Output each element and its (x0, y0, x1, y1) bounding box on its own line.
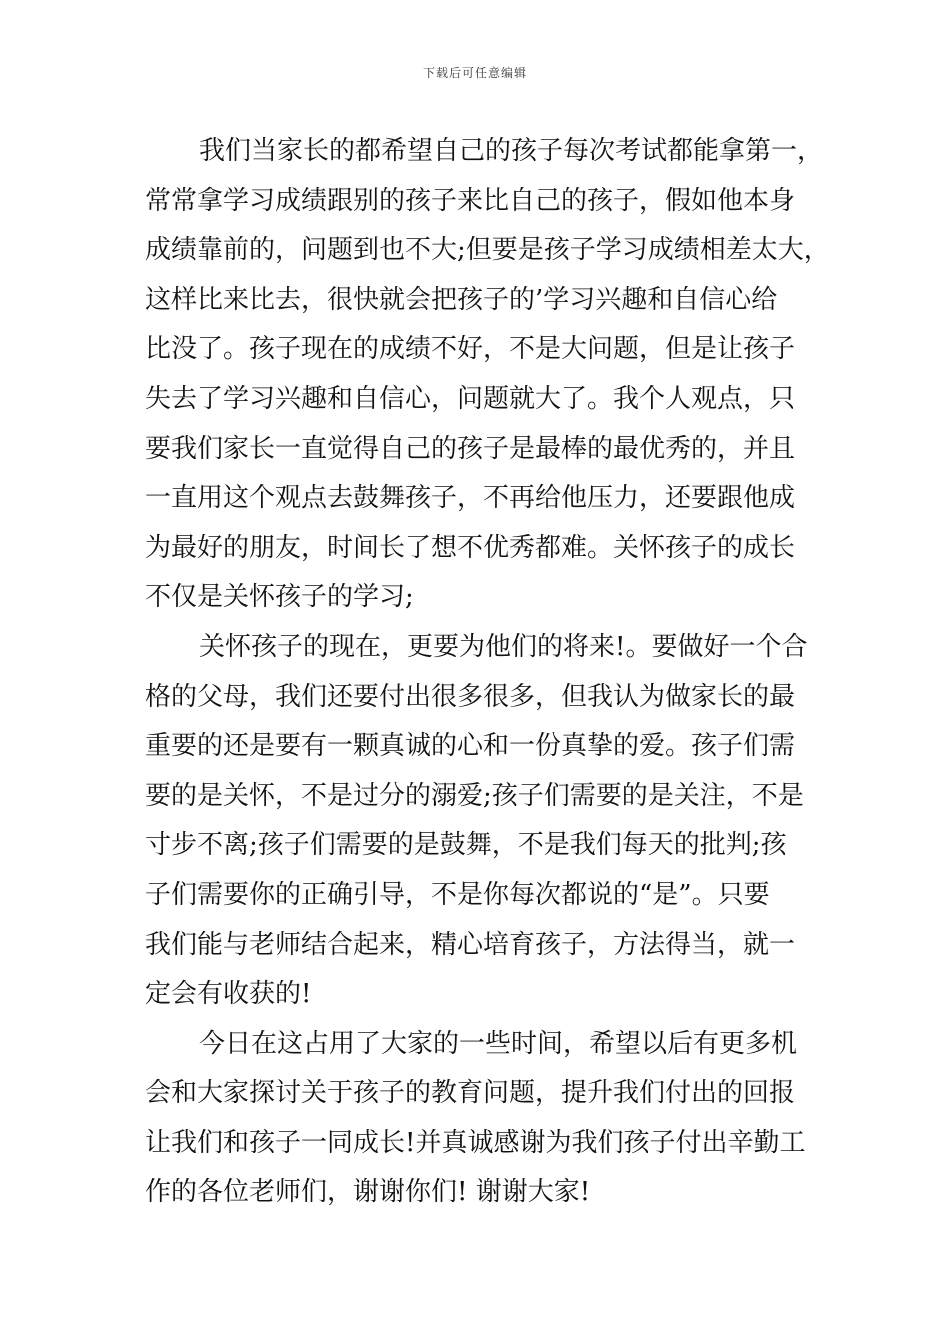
paragraph-line: 比没了。孩子现在的成绩不好，不是大问题，但是让孩子 (145, 334, 796, 365)
paragraph-line: 会和大家探讨关于孩子的教育问题，提升我们付出的回报 (145, 1078, 796, 1109)
page-header: 下载后可任意编辑 (422, 66, 527, 80)
paragraph-line: 今日在这占用了大家的一些时间，希望以后有更多机 (199, 1028, 798, 1059)
paragraph-line: 成绩靠前的，问题到也不大;但要是孩子学习成绩相差太大， (145, 235, 830, 266)
paragraph-3 (145, 1020, 825, 1218)
paragraph-2 (145, 623, 825, 1020)
paragraph-line: 一直用这个观点去鼓舞孩子，不再给他压力，还要跟他成 (145, 483, 796, 514)
paragraph-line: 失去了学习兴趣和自信心，问题就大了。我个人观点，只 (145, 383, 796, 414)
paragraph-line: 子们需要你的正确引导，不是你每次都说的“是”。只要 (145, 879, 770, 910)
paragraph-line: 为最好的朋友，时间长了想不优秀都难。关怀孩子的成长 (145, 532, 796, 563)
paragraph-line: 我们当家长的都希望自己的孩子每次考试都能拿第一， (199, 136, 824, 166)
paragraph-line: 重要的还是要有一颗真诚的心和一份真挚的爱。孩子们需 (145, 731, 796, 762)
paragraph-line: 常常拿学习成绩跟别的孩子来比自己的孩子，假如他本身 (145, 185, 796, 216)
paragraph-line: 格的父母，我们还要付出很多很多，但我认为做家长的最 (145, 681, 796, 712)
paragraph-line: 让我们和孩子一同成长!并真诚感谢为我们孩子付出辛勤工 (145, 1127, 806, 1158)
document-body (145, 127, 830, 1218)
paragraph-line: 定会有收获的! (145, 979, 312, 1010)
paragraph-line: 要我们家长一直觉得自己的孩子是最棒的最优秀的，并且 (145, 433, 796, 464)
paragraph-line: 我们能与老师结合起来，精心培育孩子，方法得当，就一 (145, 929, 796, 960)
paragraph-line: 作的各位老师们，谢谢你们! 谢谢大家! (145, 1177, 591, 1208)
paragraph-line: 关怀孩子的现在，更要为他们的将来!。要做好一个合 (199, 631, 808, 662)
paragraph-1 (145, 127, 830, 623)
paragraph-line: 要的是关怀，不是过分的溺爱;孩子们需要的是关注，不是 (145, 780, 804, 811)
paragraph-line: 这样比来比去，很快就会把孩子的’学习兴趣和自信心给 (145, 284, 778, 315)
paragraph-line: 不仅是关怀孩子的学习; (145, 582, 414, 613)
paragraph-line: 寸步不离;孩子们需要的是鼓舞，不是我们每天的批判;孩 (145, 830, 787, 861)
